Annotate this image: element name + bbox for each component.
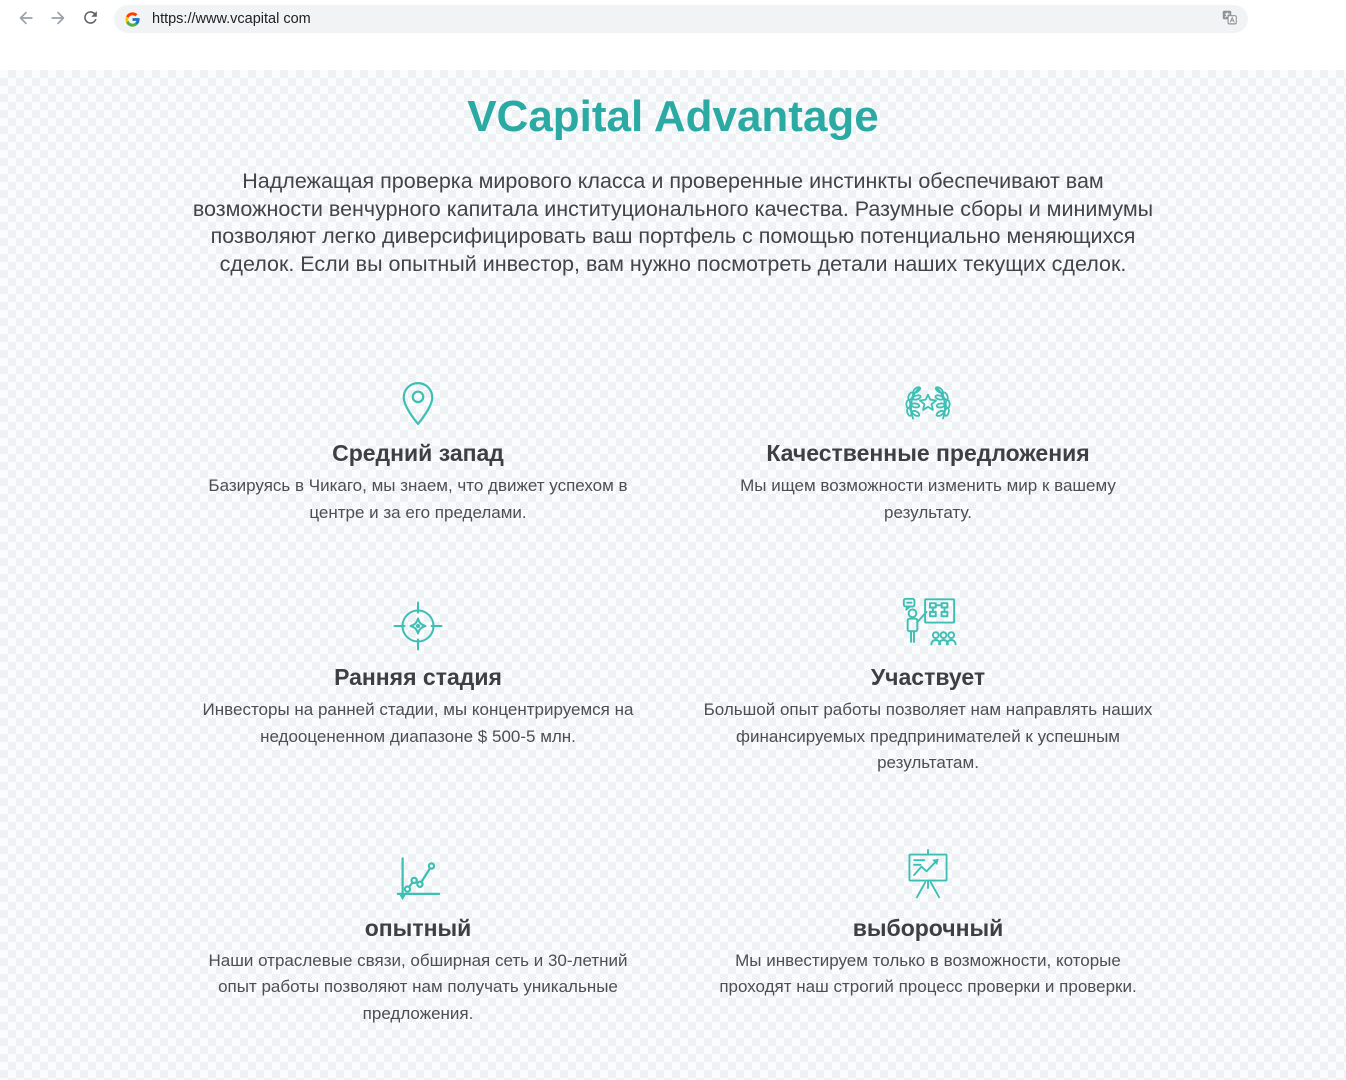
page-title: VCapital Advantage	[467, 92, 879, 141]
feature-engaged	[693, 594, 1163, 777]
page-top-spacer	[0, 38, 1346, 70]
forward-button[interactable]	[42, 3, 74, 35]
page-content	[0, 70, 1346, 1080]
refresh-icon	[81, 8, 100, 30]
feature-early-stage	[183, 594, 653, 777]
translate-icon	[1221, 9, 1238, 29]
presenter-icon	[693, 594, 1163, 652]
url-bar[interactable]	[114, 5, 1248, 33]
back-icon	[16, 8, 36, 31]
feature-title: Участвует	[870, 664, 986, 690]
feature-text: Инвесторы на ранней стадии, мы концентрируемся на недооцененном диапазоне $ 500-5 млн.	[202, 700, 634, 746]
url-text[interactable]: https://www.vcapital com	[152, 11, 311, 27]
feature-selective	[693, 845, 1163, 1028]
feature-text: Базируясь в Чикаго, мы знаем, что движет успехом в центре и за его пределами.	[208, 476, 628, 522]
feature-text: Мы ищем возможности изменить мир к вашему результату.	[740, 476, 1116, 522]
presentation-board-icon	[693, 845, 1163, 903]
growth-chart-icon	[183, 845, 653, 903]
browser-toolbar	[0, 0, 1346, 38]
map-pin-icon	[183, 370, 653, 428]
google-favicon-icon	[124, 11, 141, 28]
features-grid	[183, 370, 1163, 1027]
back-button[interactable]	[10, 3, 42, 35]
forward-icon	[48, 8, 68, 31]
feature-text: Наши отраслевые связи, обширная сеть и 30-летний опыт работы позволяют нам получать уникальные предложения.	[208, 950, 628, 1023]
laurel-star-icon	[693, 370, 1163, 428]
feature-experienced	[183, 845, 653, 1028]
target-icon	[183, 594, 653, 652]
feature-title: Качественные предложения	[766, 440, 1090, 466]
feature-midwest	[183, 370, 653, 526]
feature-text: Мы инвестируем только в возможности, которые проходят наш строгий процесс проверки и проверки.	[719, 950, 1137, 996]
translate-button[interactable]	[1221, 9, 1238, 29]
feature-title: Ранняя стадия	[334, 664, 502, 690]
intro-paragraph: Надлежащая проверка мирового класса и проверенные инстинкты обеспечивают вам возможности венчурного капитала институционального качества. Разумные сборы и минимумы позволяют легко диверсифицировать ваш портфель с помощью потенциально меняющихся сделок. Если вы опытный инвестор, вам нужно посмотреть детали наших текущих сделок.	[192, 169, 1154, 276]
feature-title: опытный	[364, 914, 472, 941]
feature-title: Средний запад	[332, 440, 504, 466]
feature-text: Большой опыт работы позволяет нам направлять наших финансируемых предпринимателей к успешным результатам.	[703, 700, 1153, 772]
feature-quality-deals	[693, 370, 1163, 526]
refresh-button[interactable]	[74, 3, 106, 35]
feature-title: выборочный	[852, 914, 1004, 941]
